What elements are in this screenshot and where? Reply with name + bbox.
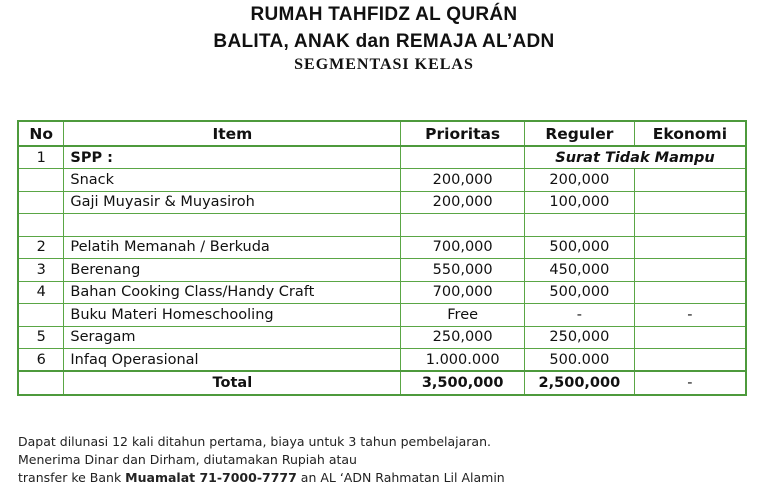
header-reguler: Reguler bbox=[524, 121, 634, 146]
cell-item: Infaq Operasional bbox=[64, 349, 401, 372]
footer-bank-account: Muamalat 71-7000-7777 bbox=[125, 470, 297, 485]
cell-ekonomi bbox=[634, 259, 746, 282]
cell-no: 6 bbox=[18, 349, 64, 372]
total-ekonomi: - bbox=[634, 371, 746, 395]
cell-ekonomi bbox=[634, 191, 746, 214]
footer-currency-note: Menerima Dinar dan Dirham, diutamakan Rupiah atau bbox=[18, 452, 357, 467]
cell-reguler: 500,000 bbox=[524, 281, 634, 304]
cell-no bbox=[18, 214, 64, 237]
cell-no: 2 bbox=[18, 236, 64, 259]
page-title: RUMAH TAHFIDZ AL QURÁN bbox=[250, 4, 518, 25]
cell-no: 1 bbox=[18, 146, 64, 169]
cell-ekonomi bbox=[634, 236, 746, 259]
fee-table bbox=[17, 120, 747, 396]
cell-ekonomi: - bbox=[634, 304, 746, 327]
cell-no bbox=[18, 304, 64, 327]
cell-no: 3 bbox=[18, 259, 64, 282]
cell-prioritas: 200,000 bbox=[401, 169, 525, 192]
cell-item: Snack bbox=[64, 169, 401, 192]
cell-no: 4 bbox=[18, 281, 64, 304]
cell-prioritas: 700,000 bbox=[401, 281, 525, 304]
cell-item: Berenang bbox=[64, 259, 401, 282]
cell-prioritas: Free bbox=[401, 304, 525, 327]
cell-item: Seragam bbox=[64, 326, 401, 349]
cell-note: Surat Tidak Mampu bbox=[524, 146, 746, 169]
cell-no bbox=[18, 191, 64, 214]
footer-bank-prefix: transfer ke Bank bbox=[18, 470, 126, 485]
cell-prioritas bbox=[401, 146, 525, 169]
footer-payment-note: Dapat dilunasi 12 kali ditahun pertama, biaya untuk 3 tahun pembelajaran. bbox=[18, 434, 491, 449]
cell-prioritas: 550,000 bbox=[401, 259, 525, 282]
cell-ekonomi bbox=[634, 326, 746, 349]
cell-prioritas: 700,000 bbox=[401, 236, 525, 259]
header-prioritas: Prioritas bbox=[401, 121, 525, 146]
cell-prioritas: 250,000 bbox=[401, 326, 525, 349]
total-prioritas: 3,500,000 bbox=[401, 371, 525, 395]
cell-reguler bbox=[524, 214, 634, 237]
cell-reguler: 200,000 bbox=[524, 169, 634, 192]
footer-bank-note bbox=[18, 470, 505, 485]
table-row bbox=[18, 191, 746, 214]
table-row-spp bbox=[18, 146, 746, 169]
header-no: No bbox=[18, 121, 64, 146]
cell-no bbox=[18, 169, 64, 192]
header-item: Item bbox=[64, 121, 401, 146]
cell-no: 5 bbox=[18, 326, 64, 349]
table-row bbox=[18, 259, 746, 282]
total-reguler: 2,500,000 bbox=[524, 371, 634, 395]
table-row-empty bbox=[18, 214, 746, 237]
cell-prioritas bbox=[401, 214, 525, 237]
table-row bbox=[18, 326, 746, 349]
page-subtitle: BALITA, ANAK dan REMAJA AL’ADN bbox=[213, 31, 555, 52]
cell-ekonomi bbox=[634, 349, 746, 372]
cell-ekonomi bbox=[634, 214, 746, 237]
cell-ekonomi bbox=[634, 281, 746, 304]
table-row bbox=[18, 349, 746, 372]
table-row bbox=[18, 281, 746, 304]
table-header-row bbox=[18, 121, 746, 146]
cell-prioritas: 200,000 bbox=[401, 191, 525, 214]
table-row bbox=[18, 236, 746, 259]
table-row bbox=[18, 169, 746, 192]
cell-prioritas: 1.000.000 bbox=[401, 349, 525, 372]
cell-item bbox=[64, 214, 401, 237]
cell-item: Gaji Muyasir & Muyasiroh bbox=[64, 191, 401, 214]
cell-reguler: 250,000 bbox=[524, 326, 634, 349]
cell-item: Bahan Cooking Class/Handy Craft bbox=[64, 281, 401, 304]
cell-reguler: - bbox=[524, 304, 634, 327]
cell-no bbox=[18, 371, 64, 395]
total-label: Total bbox=[64, 371, 401, 395]
cell-reguler: 500.000 bbox=[524, 349, 634, 372]
section-title: SEGMENTASI KELAS bbox=[294, 56, 474, 73]
cell-item: SPP : bbox=[64, 146, 401, 169]
cell-reguler: 500,000 bbox=[524, 236, 634, 259]
cell-reguler: 100,000 bbox=[524, 191, 634, 214]
cell-ekonomi bbox=[634, 169, 746, 192]
footer-bank-suffix: an AL ‘ADN Rahmatan Lil Alamin bbox=[296, 470, 505, 485]
header-ekonomi: Ekonomi bbox=[634, 121, 746, 146]
cell-reguler: 450,000 bbox=[524, 259, 634, 282]
table-row-total bbox=[18, 371, 746, 395]
cell-item: Pelatih Memanah / Berkuda bbox=[64, 236, 401, 259]
cell-item: Buku Materi Homeschooling bbox=[64, 304, 401, 327]
table-row bbox=[18, 304, 746, 327]
